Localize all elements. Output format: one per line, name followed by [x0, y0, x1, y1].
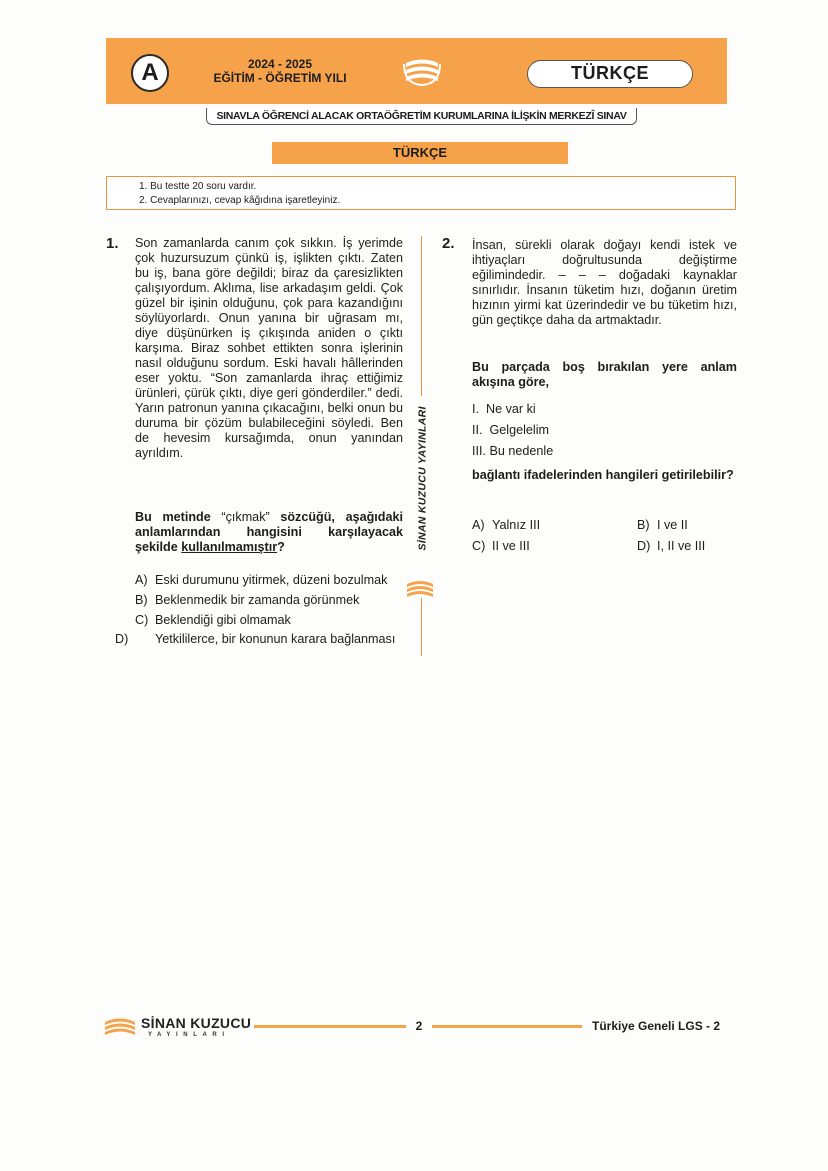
question-2-choice-d[interactable]	[637, 538, 705, 554]
question-1-number: 1.	[106, 235, 119, 252]
question-2-prompt-continued: bağlantı ifadelerinden hangileri getirilebilir?	[472, 468, 734, 482]
section-title: TÜRKÇE	[272, 142, 568, 164]
choice-text: Yalnız III	[492, 518, 541, 532]
question-2-option-1: I. Ne var ki	[472, 402, 536, 416]
choice-label: D)	[637, 539, 651, 553]
question-1-choice-b[interactable]	[135, 592, 359, 608]
footer-rule-left	[254, 1025, 406, 1028]
choice-text: Beklendiği gibi olmamak	[155, 613, 291, 627]
choice-label: D)	[115, 632, 129, 646]
column-divider-bottom	[421, 598, 422, 656]
book-stack-logo-icon	[404, 578, 436, 602]
footer-rule-right	[432, 1025, 582, 1028]
question-2-choice-c[interactable]	[472, 538, 530, 554]
prompt-quoted-word: “çıkmak”	[221, 510, 270, 524]
choice-label: C)	[472, 539, 486, 553]
question-1-passage: Son zamanlarda canım çok sıkkın. İş yerimde çok huzursuzum çünkü iş, işlikten çıktı. Zaten bu iş, bana göre değildi; biraz da çaresizlikten çalışıyordum. Aklıma, lise arkadaşım geldi. Çok güzel bir işinin olduğunu, çok para kazandığını söylüyorlardı. Onun yanına bir uğrasam mı, diye düşünürken iş çıkışında aniden o çıktı karşıma. Biraz sohbet ettikten sonra işlerinin nasıl olduğunu sordum. Eski havalı hâllerinden eser yoktu. “Son zamanlarda ihraç ettiğimiz ürünleri, çürük çıktı, diye geri gönderdiler.” dedi. Yarın patronun yanına çıkacağını, belki onun bu duruma bir çözüm bulabileceğini söyledi. Ben de hevesim kursağımda, onun yanından ayrıldım.	[135, 236, 403, 460]
question-2-choice-b[interactable]	[637, 517, 688, 533]
instructions-box	[106, 176, 736, 210]
choice-label: B)	[637, 518, 650, 532]
choice-text: II ve III	[492, 539, 530, 553]
year-label: EĞİTİM - ÖĞRETİM YILI	[213, 71, 347, 85]
booklet-type-badge: A	[131, 54, 169, 92]
question-2-number: 2.	[442, 235, 455, 252]
prompt-text-middle: sözcüğü, aşağıdaki anlamlarından hangisini karşılayacak şekilde	[135, 510, 403, 554]
question-2-option-2: II. Gelgelelim	[472, 423, 549, 437]
choice-text: Eski durumunu yitirmek, düzeni bozulmak	[155, 573, 388, 587]
instruction-2: 2. Cevaplarınızı, cevap kâğıdına işaretleyiniz.	[139, 195, 341, 206]
column-divider-top	[421, 236, 422, 396]
question-1-choice-d[interactable]	[115, 632, 403, 647]
question-1-choice-c[interactable]	[135, 612, 291, 628]
choice-text: Beklenmedik bir zamanda görünmek	[155, 593, 360, 607]
year-range: 2024 - 2025	[247, 57, 313, 71]
choice-label: C)	[135, 613, 149, 627]
exam-series-name: Türkiye Geneli LGS - 2	[592, 1019, 721, 1033]
choice-label: A)	[472, 518, 485, 532]
book-stack-logo-icon	[102, 1015, 138, 1041]
footer-brand-name: SİNAN KUZUCU	[141, 1015, 252, 1031]
question-1-prompt	[135, 510, 403, 555]
academic-year	[180, 57, 380, 85]
exam-title: SINAVLA ÖĞRENCİ ALACAK ORTAÖĞRETİM KURUMLARINA İLİŞKİN MERKEZÎ SINAV	[206, 108, 637, 125]
prompt-negative-word: kullanılmamıştır	[181, 540, 278, 554]
vertical-brand-text: SİNAN KUZUCU YAYINLARI	[416, 406, 429, 551]
book-stack-logo-icon	[398, 54, 446, 90]
choice-text: Yetkililerce, bir konunun karara bağlanması	[155, 632, 396, 646]
question-2-choice-a[interactable]	[472, 517, 540, 533]
question-1-choice-a[interactable]	[135, 572, 387, 588]
question-2-passage: İnsan, sürekli olarak doğayı kendi istek ve ihtiyaçları doğrultusunda değiştirme eğilimindedir. – – – doğadaki kaynaklar sınırlıdır. İnsanın tüketim hızı, doğanın üretim hızının yirmi kat üzerindedir ve bu tüketim hızı, gün geçtikçe daha da artmaktadır.	[472, 238, 737, 327]
subject-title: TÜRKÇE	[527, 60, 693, 88]
footer-brand-sub: YAYINLARI	[148, 1032, 230, 1038]
question-2-prompt: Bu parçada boş bırakılan yere anlam akışına göre,	[472, 360, 737, 389]
choice-text: I ve II	[657, 518, 688, 532]
choice-label: B)	[135, 593, 148, 607]
prompt-text-end: ?	[277, 540, 285, 554]
choice-label: A)	[135, 573, 148, 587]
instruction-1: 1. Bu testte 20 soru vardır.	[139, 181, 257, 192]
prompt-text-start: Bu metinde	[135, 510, 222, 524]
page-number: 2	[415, 1019, 423, 1033]
choice-text: I, II ve III	[657, 539, 706, 553]
question-2-option-3: III. Bu nedenle	[472, 444, 554, 458]
